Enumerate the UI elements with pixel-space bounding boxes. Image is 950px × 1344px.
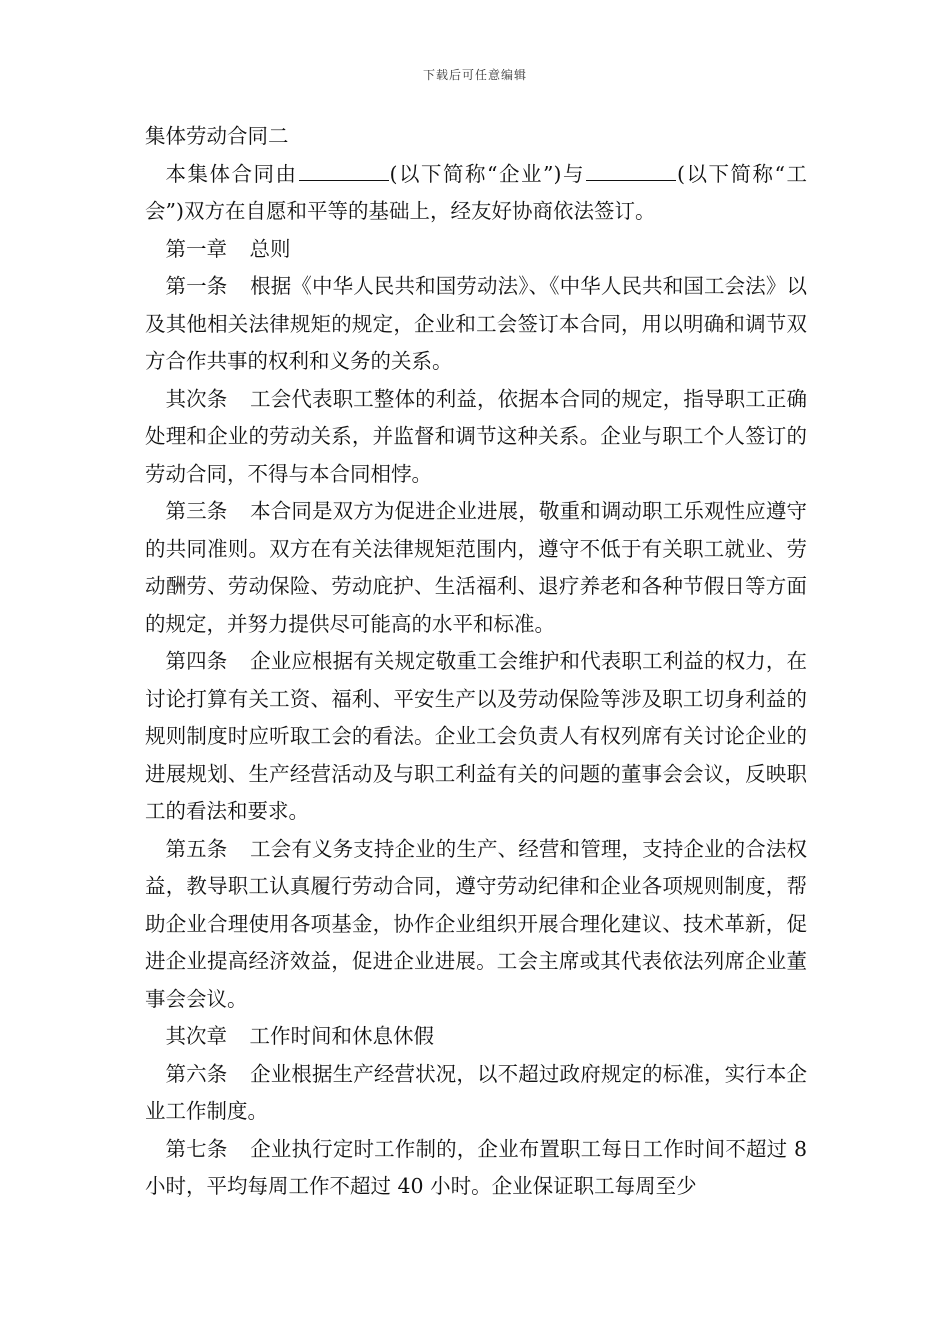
- chapter-heading: [145, 1018, 807, 1056]
- intro-text-1: 本集体合同由: [165, 161, 298, 186]
- article-text: 本合同是双方为促进企业进展，敬重和调动职工乐观性应遵守的共同准则。双方在有关法律规矩范围内，遵守不低于有关职工就业、劳动酬劳、劳动保险、劳动庇护、生活福利、退疗养老和各种节假日等方面的规定，并努力提供尽可能高的水平和标准。: [145, 499, 808, 636]
- article-number: 第七条: [165, 1136, 228, 1161]
- article-paragraph: [145, 493, 807, 643]
- article-text: 工会代表职工整体的利益，依据本合同的规定，指导职工正确处理和企业的劳动关系，并监督和调节这种关系。企业与职工个人签订的劳动合同，不得与本合同相悖。: [145, 386, 808, 486]
- intro-paragraph: [145, 156, 807, 231]
- article-paragraph: [145, 831, 807, 1019]
- enterprise-name-blank: [299, 160, 389, 181]
- chapter-number: 其次章: [165, 1024, 227, 1048]
- article-text: 企业应根据有关规定敬重工会维护和代表职工利益的权力，在讨论打算有关工资、福利、平安生产以及劳动保险等涉及职工切身利益的规则制度时应听取工会的看法。企业工会负责人有权列席有关讨论企业的进展规划、生产经营活动及与职工利益有关的问题的董事会会议，反映职工的看法和要求。: [145, 649, 808, 823]
- article-text: 工会有义务支持企业的生产、经营和管理，支持企业的合法权益，教导职工认真履行劳动合同，遵守劳动纪律和企业各项规则制度，帮助企业合理使用各项基金，协作企业组织开展合理化建议、技术革新，促进企业提高经济效益，促进企业进展。工会主席或其代表依法列席企业董事会会议。: [145, 836, 808, 1011]
- intro-text-3: (以下简称“工会”)双方在自愿和平等的基础上，经友好协商依法签订。: [145, 161, 807, 223]
- article-paragraph: [145, 643, 807, 831]
- article-number: 第五条: [165, 836, 228, 861]
- chapter-number: 第一章: [165, 236, 227, 261]
- chapter-name: 工作时间和休息休假: [249, 1024, 435, 1048]
- page-header: 下载后可任意编辑: [422, 68, 527, 82]
- chapter-heading: [145, 231, 807, 269]
- article-number: 第三条: [165, 499, 228, 523]
- intro-text-2: (以下简称“企业”)与: [389, 161, 585, 186]
- article-text: 根据《中华人民共和国劳动法》、《中华人民共和国工会法》以及其他相关法律规矩的规定，企业和工会签订本合同，用以明确和调节双方合作共事的权利和义务的关系。: [145, 274, 808, 373]
- article-text: 企业根据生产经营状况，以不超过政府规定的标准，实行本企业工作制度。: [145, 1061, 808, 1123]
- chapter-name: 总则: [249, 236, 291, 261]
- article-number: 第四条: [165, 649, 228, 673]
- article-paragraph: [145, 1131, 807, 1206]
- article-paragraph: [145, 268, 807, 381]
- article-text: 企业执行定时工作制的，企业布置职工每日工作时间不超过 8 小时，平均每周工作不超过 40 小时。企业保证职工每周至少: [145, 1136, 808, 1198]
- union-name-blank: [586, 160, 676, 181]
- article-paragraph: [145, 381, 807, 494]
- article-number: 第一条: [165, 274, 228, 298]
- document-title: 集体劳动合同二: [145, 124, 289, 148]
- article-paragraph: [145, 1056, 807, 1131]
- article-number: 第六条: [165, 1061, 228, 1086]
- article-number: 其次条: [165, 386, 228, 411]
- contract-body: [145, 118, 807, 1206]
